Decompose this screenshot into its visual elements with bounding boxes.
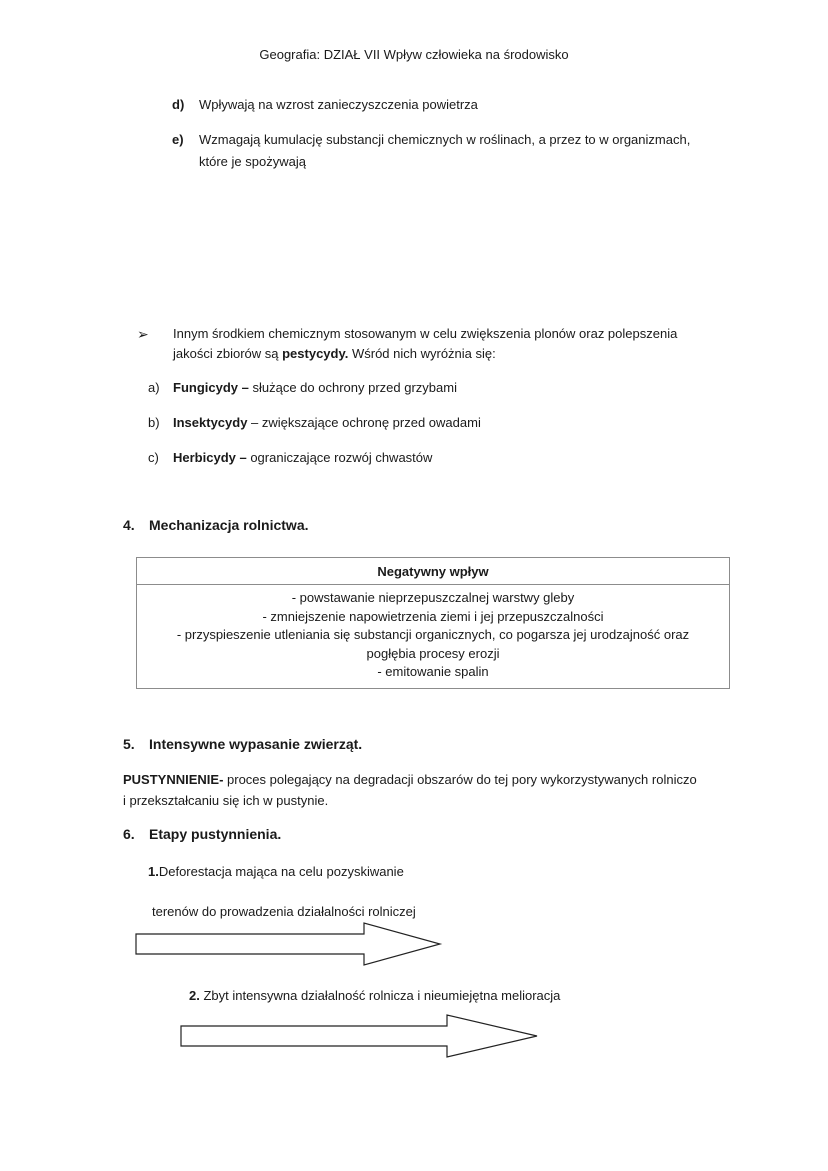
pesticide-marker: c): [148, 450, 159, 465]
list-item-d: [172, 95, 184, 114]
definition-term: PUSTYNNIENIE-: [123, 772, 224, 787]
table-line: pogłębia procesy erozji: [366, 645, 500, 661]
section-5-number: 5.: [123, 736, 135, 752]
list-marker: e): [172, 132, 184, 147]
table-line: - zmniejszenie napowietrzenia ziemi i jej przepuszczalności: [262, 608, 604, 624]
definition-line-1: [123, 770, 697, 789]
step-1-line-2: terenów do prowadzenia działalności rolniczej: [152, 904, 416, 919]
pesticide-desc: służące do ochrony przed grzybami: [248, 380, 457, 395]
table-header: Negatywny wpływ: [137, 558, 730, 585]
page-header: Geografia: DZIAŁ VII Wpływ człowieka na środowisko: [259, 47, 569, 62]
table-line: - powstawanie nieprzepuszczalnej warstwy gleby: [291, 590, 575, 605]
step-2: [189, 986, 560, 1005]
list-item-text: Wzmagają kumulację substancji chemicznych w roślinach, a przez to w organizmach,: [199, 132, 691, 147]
pesticides-line-2: [173, 344, 496, 363]
pesticide-term: Herbicydy –: [173, 450, 247, 465]
pesticide-marker: a): [148, 380, 160, 395]
step-text: Zbyt intensywna działalność rolnicza i nieumiejętna melioracja: [199, 988, 561, 1003]
definition-line-2: i przekształcaniu się ich w pustynie.: [123, 793, 329, 808]
section-6-number: 6.: [123, 826, 135, 842]
negative-impact-table: [136, 557, 730, 689]
section-4-number: 4.: [123, 517, 135, 533]
list-item-text: które je spożywają: [199, 154, 306, 169]
step-text: Deforestacja mająca na celu pozyskiwanie: [158, 864, 404, 879]
pesticide-item-insektycydy: [173, 413, 481, 432]
pesticide-desc: – zwiększające ochronę przed owadami: [247, 415, 481, 430]
step-number: 2.: [189, 988, 200, 1003]
right-arrow-icon: [179, 1012, 541, 1062]
list-marker: d): [172, 97, 185, 112]
pesticide-desc: ograniczające rozwój chwastów: [246, 450, 433, 465]
table-line: - przyspieszenie utleniania się substancji organicznych, co pogarsza jej urodzajność oraz: [176, 627, 690, 642]
section-6-title: Etapy pustynnienia.: [149, 826, 282, 842]
definition-text: proces polegający na degradacji obszarów do tej pory wykorzystywanych rolniczo: [223, 772, 697, 787]
pesticide-marker: b): [148, 415, 160, 430]
table-line: - emitowanie spalin: [377, 664, 489, 679]
step-number: 1.: [148, 864, 159, 879]
pesticides-text: jakości zbiorów są: [173, 346, 283, 361]
step-1: [148, 862, 404, 881]
section-5-title: Intensywne wypasanie zwierząt.: [149, 736, 363, 752]
table-body: [137, 585, 730, 689]
pesticides-text: Wśród nich wyróżnia się:: [348, 346, 496, 361]
pesticide-item-fungicydy: [173, 378, 457, 397]
section-4-title: Mechanizacja rolnictwa.: [149, 517, 309, 533]
pesticide-term: Fungicydy –: [173, 380, 249, 395]
pesticides-line-1: Innym środkiem chemicznym stosowanym w celu zwiększenia plonów oraz polepszenia: [173, 326, 678, 341]
list-item-e: [172, 130, 184, 149]
arrow-bullet-icon: ➢: [137, 326, 149, 342]
pesticides-term: pestycydy.: [282, 346, 349, 361]
right-arrow-icon: [134, 920, 444, 968]
pesticide-item-herbicydy: [173, 448, 432, 467]
list-item-text: Wpływają na wzrost zanieczyszczenia powietrza: [199, 97, 478, 112]
pesticide-term: Insektycydy: [173, 415, 248, 430]
